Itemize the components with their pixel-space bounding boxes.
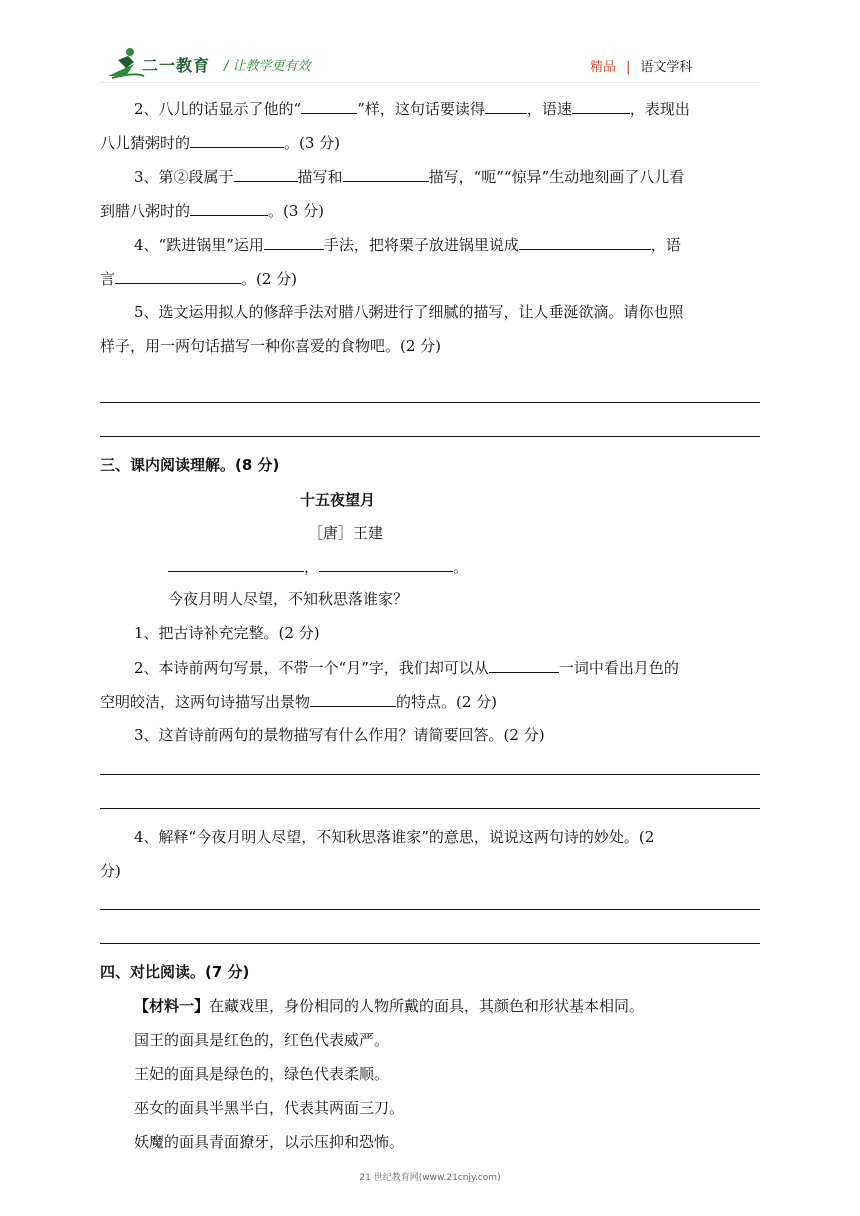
header-right — [590, 56, 692, 75]
material-label: 【材料一】 — [134, 997, 210, 1015]
q2-text-a: 2、八儿的话显示了他的“ — [134, 100, 302, 118]
poem-period: 。 — [453, 558, 469, 576]
subject-label: 语文学科 — [640, 60, 693, 75]
s3-question-1: 1、把古诗补充完整。(2 分) — [134, 624, 320, 642]
s3-question-4-line-1: 4、解释“今夜月明人尽望，不知秋思落谁家”的意思，说说这两句诗的妙处。(2 — [134, 828, 655, 846]
s3-question-2-line-2 — [100, 690, 497, 713]
q4-blank-3[interactable] — [115, 267, 241, 284]
question-3-line-1 — [134, 165, 684, 188]
slogan: / 让教学更有效 — [224, 59, 311, 74]
material-paragraph: 巫女的面具半黑半白，代表其两面三刀。 — [134, 1099, 405, 1117]
s3-q2-blank-1[interactable] — [489, 656, 559, 673]
question-3-line-2 — [100, 199, 324, 222]
q4-text-c: ，语 — [650, 236, 681, 254]
q3-text-a: 3、第②段属于 — [134, 168, 234, 186]
answer-line[interactable] — [100, 402, 760, 403]
answer-line[interactable] — [100, 436, 760, 437]
q3-text-e: 。(3 分) — [268, 202, 325, 220]
answer-line[interactable] — [100, 774, 760, 775]
header-divider — [100, 82, 760, 83]
s3-question-4-line-2: 分) — [100, 862, 121, 880]
q2-blank-1[interactable] — [301, 97, 357, 114]
s3-question-3: 3、这首诗前两句的景物描写有什么作用？请简要回答。(2 分) — [134, 726, 545, 744]
q3-blank-3[interactable] — [190, 199, 268, 216]
question-5-line-1: 5、选文运用拟人的修辞手法对腊八粥进行了细腻的描写，让人垂涎欲滴。请你也照 — [134, 303, 684, 321]
answer-line[interactable] — [100, 909, 760, 910]
q2-text-b: ”样，这句话要读得 — [357, 100, 485, 118]
page-footer: 21 世纪教育网(www.21cnjy.com) — [359, 1173, 501, 1183]
answer-line[interactable] — [100, 943, 760, 944]
poem-blank-line — [168, 555, 468, 578]
q3-blank-2[interactable] — [343, 165, 429, 182]
material-text: 在藏戏里，身份相同的人物所戴的面具，其颜色和形状基本相同。 — [209, 997, 645, 1015]
s3-q2-text-a: 2、本诗前两句写景，不带一个“月”字，我们却可以从 — [134, 659, 489, 677]
poem-title: 十五夜望月 — [300, 491, 376, 509]
q3-text-b: 描写和 — [297, 168, 343, 186]
q3-text-d: 到腊八粥时的 — [100, 202, 191, 220]
q2-text-f: 。(3 分) — [284, 134, 341, 152]
s3-q2-text-b: 一词中看出月色的 — [558, 659, 679, 677]
question-4-line-1 — [134, 233, 681, 256]
s3-q2-text-d: 的特点。(2 分) — [396, 693, 498, 711]
q4-text-a: 4、“跌进锅里”运用 — [134, 236, 264, 254]
q3-text-c: 描写，“呃”“惊异”生动地刻画了八儿看 — [428, 168, 685, 186]
logo-text: 二一教育 — [142, 56, 211, 75]
poem-author: ［唐］王建 — [308, 524, 384, 542]
q4-blank-1[interactable] — [264, 233, 324, 250]
q2-text-d: ，表现出 — [629, 100, 690, 118]
header-separator: | — [626, 60, 631, 75]
quality-label: 精品 — [590, 60, 617, 75]
section-3-title: 三、课内阅读理解。(8 分) — [100, 456, 280, 474]
poem-comma: ， — [304, 558, 320, 576]
q4-blank-2[interactable] — [519, 233, 651, 250]
poem-line-2: 今夜月明人尽望，不知秋思落谁家？ — [168, 590, 409, 608]
s3-q2-text-c: 空明皎洁，这两句诗描写出景物 — [100, 693, 311, 711]
q4-text-d: 言 — [100, 270, 116, 288]
answer-line[interactable] — [100, 808, 760, 809]
page-header — [0, 0, 860, 80]
material-paragraph: 妖魔的面具青面獠牙，以示压抑和恐怖。 — [134, 1133, 405, 1151]
poem-blank-1[interactable] — [168, 555, 304, 572]
q2-text-c: ，语速 — [526, 100, 572, 118]
s3-question-2-line-1 — [134, 656, 679, 679]
material-paragraph: 王妃的面具是绿色的，绿色代表柔顺。 — [134, 1065, 390, 1083]
question-4-line-2 — [100, 267, 297, 290]
q2-blank-4[interactable] — [190, 131, 284, 148]
q2-blank-3[interactable] — [572, 97, 630, 114]
material-paragraph: 国王的面具是红色的，红色代表威严。 — [134, 1031, 390, 1049]
material-1 — [134, 995, 644, 1017]
q2-blank-2[interactable] — [485, 97, 527, 114]
question-5-line-2: 样子，用一两句话描写一种你喜爱的食物吧。(2 分) — [100, 337, 442, 355]
q4-text-b: 手法，把将栗子放进锅里说成 — [323, 236, 519, 254]
q4-text-e: 。(2 分) — [241, 270, 298, 288]
q2-text-e: 八儿猜粥时的 — [100, 134, 191, 152]
section-4-title: 四、对比阅读。(7 分) — [100, 963, 250, 981]
q3-blank-1[interactable] — [234, 165, 298, 182]
question-2-line-2 — [100, 131, 340, 154]
s3-q2-blank-2[interactable] — [310, 690, 396, 707]
question-2-line-1 — [134, 97, 690, 120]
poem-blank-2[interactable] — [319, 555, 453, 572]
